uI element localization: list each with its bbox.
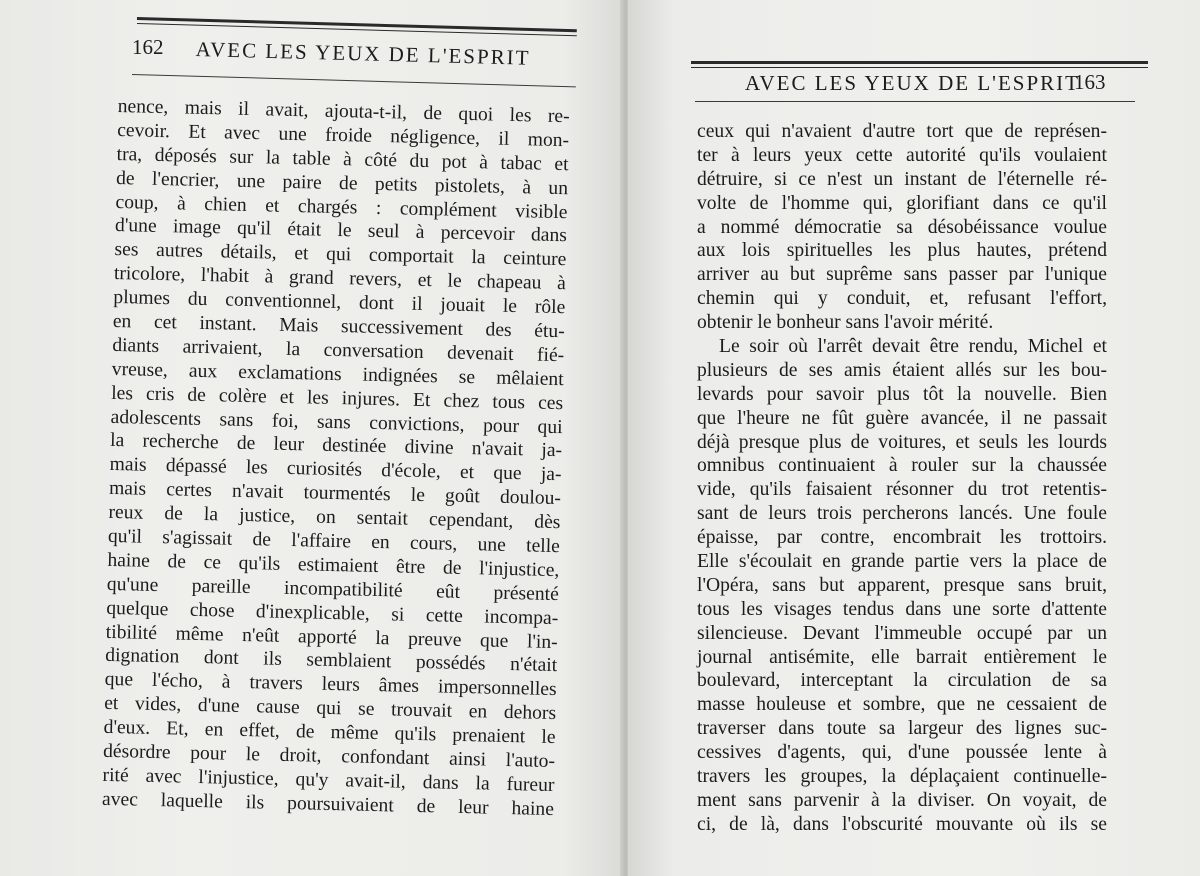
text-line: avec laquelle ils poursuivaient de leur haine — [101, 788, 555, 820]
text-line: levards pour savoir plus tôt la nouvelle. Bien — [697, 383, 1107, 405]
text-line: nence, mais il avait, ajouta-t-il, de quoi les re- — [117, 95, 570, 128]
text-line: plumes du conventionnel, dont il jouait le rôle — [113, 287, 566, 319]
left-header-underline — [132, 74, 576, 87]
text-line: qu'une pareille incompatibilité eût présenté — [106, 573, 560, 605]
text-line: arriver au but suprême sans passer par l'unique — [697, 264, 1107, 286]
text-line: tous les visages tendus dans une sorte d'attente — [697, 598, 1107, 620]
left-running-head: AVEC LES YEUX DE L'ESPRIT — [195, 37, 531, 70]
text-line: quelque chose d'inexplicable, si cette incompa- — [106, 597, 559, 629]
text-line: vreuse, aux exclamations indignées se mêlaient — [111, 358, 564, 390]
right-running-head: AVEC LES YEUX DE L'ESPRIT — [745, 71, 1080, 95]
right-body-text — [697, 120, 1107, 837]
text-line: l'Opéra, sans but apparent, presque sans bruit, — [697, 574, 1107, 596]
text-line: les cris de colère et les injures. Et chez tous ces — [110, 382, 564, 414]
text-line: tibilité même n'eût apporté la preuve que l'in- — [105, 621, 558, 653]
text-line: rité avec l'injustice, qu'y avait-il, dans la fureur — [102, 764, 555, 797]
text-line: a nommé démocratie sa désobéissance voulue — [697, 216, 1107, 238]
text-line: adolescents sans foi, sans convictions, pour qui — [110, 406, 563, 438]
text-line: d'une image qu'il était le seul à percevoir dans — [114, 215, 568, 247]
text-line: qu'il s'agissait de l'affaire en cours, une telle — [107, 525, 561, 558]
text-line: Le soir où l'arrêt devait être rendu, Michel et — [719, 336, 1107, 358]
text-line: déjà presque plus de voitures, et seuls les lourds — [697, 431, 1107, 453]
text-line: reux de la justice, on sentait cependant, dès — [108, 502, 561, 534]
text-line: ceux qui n'avaient d'autre tort que de représen- — [697, 121, 1107, 142]
text-line: traverser dans toute sa largeur des lignes suc- — [697, 718, 1107, 740]
text-line: journal antisémite, elle barrait entièrement le — [697, 646, 1107, 668]
text-line: travers les groupes, la déplaçaient continuelle- — [697, 766, 1107, 788]
right-page-number: 163 — [1074, 70, 1106, 94]
text-line: tricolore, l'habit à grand revers, et le chapeau à — [113, 263, 567, 295]
text-line: mais certes n'avait tourmentés le goût doulou- — [108, 478, 562, 510]
text-line: aux lois spirituelles les plus hautes, prétend — [697, 240, 1107, 262]
text-line: haine de ce qu'ils estimaient être de l'injustice, — [107, 549, 560, 582]
text-line: cevoir. Et avec une froide négligence, il mon- — [116, 119, 570, 152]
text-line: la recherche de leur destinée divine n'avait ja- — [109, 430, 563, 462]
right-header-rule-thin — [691, 67, 1148, 68]
text-line: silencieuse. Devant l'immeuble occupé par un — [697, 622, 1107, 644]
text-line: vide, qu'ils faisaient résonner du trot retentis- — [697, 479, 1107, 501]
text-line: dignation dont ils semblaient possédés n'était — [105, 645, 558, 677]
text-line: omnibus continuaient à rouler sur la chaussée — [697, 455, 1107, 477]
text-line: détruire, si ce n'est un instant de l'éternelle ré- — [697, 168, 1107, 190]
text-line: désordre pour le droit, confondant ainsi l'auto- — [102, 740, 556, 773]
text-line: et vides, d'une cause qui se trouvait en dehors — [103, 693, 557, 725]
text-line: ci, de là, dans l'obscurité mouvante où ils se — [697, 813, 1107, 835]
text-line: coup, à chien et chargés : complément visible — [115, 191, 568, 223]
text-line: masse houleuse et sombre, que ne cessaient de — [697, 694, 1107, 716]
right-header-underline — [695, 101, 1135, 102]
text-line: Elle s'écoulait en grande partie vers la place de — [697, 551, 1107, 573]
text-line: ment sans parvenir à la diviser. On voyait, de — [697, 789, 1107, 811]
text-line: que l'heure ne fût guère avancée, il ne passait — [697, 407, 1107, 429]
text-line: que l'écho, à travers leurs âmes impersonnelles — [104, 669, 557, 701]
left-body-text — [102, 95, 570, 822]
text-line: boulevard, interceptant la circulation de sa — [697, 670, 1107, 692]
text-line: de l'encrier, une paire de petits pistolets, à un — [115, 167, 569, 199]
text-line: volte de l'homme qui, glorifiant dans ce qu'il — [697, 192, 1107, 214]
text-line: plusieurs de ses amis étaient allés sur les bou- — [697, 359, 1107, 381]
text-line: sant de leurs trois percherons lancés. Une foule — [697, 503, 1107, 525]
text-line: en cet instant. Mais successivement des étu- — [112, 310, 565, 343]
text-line: chemin qui y conduit, et, refusant l'effort, — [697, 288, 1107, 310]
text-line: obtenir le bonheur sans l'avoir mérité. — [697, 312, 994, 334]
text-line: mais dépassé les curiosités d'école, et que ja- — [109, 454, 562, 486]
text-line: d'eux. Et, en effet, de même qu'ils prenaient le — [103, 716, 556, 749]
text-line: tra, déposés sur la table à côté du pot à tabac et — [116, 143, 569, 176]
text-line: ses autres détails, et qui comportait la ceinture — [114, 239, 567, 271]
text-line: diants arrivaient, la conversation devenait fié- — [112, 334, 565, 367]
text-line: cessives d'agents, qui, d'une poussée lente à — [697, 742, 1107, 764]
left-page-number: 162 — [132, 35, 164, 59]
text-line: ter à leurs yeux cette autorité qu'ils voulaient — [697, 144, 1107, 166]
text-line: épaisse, par contre, encombrait les trottoirs. — [697, 527, 1107, 549]
right-header-rule-thick — [691, 61, 1148, 64]
